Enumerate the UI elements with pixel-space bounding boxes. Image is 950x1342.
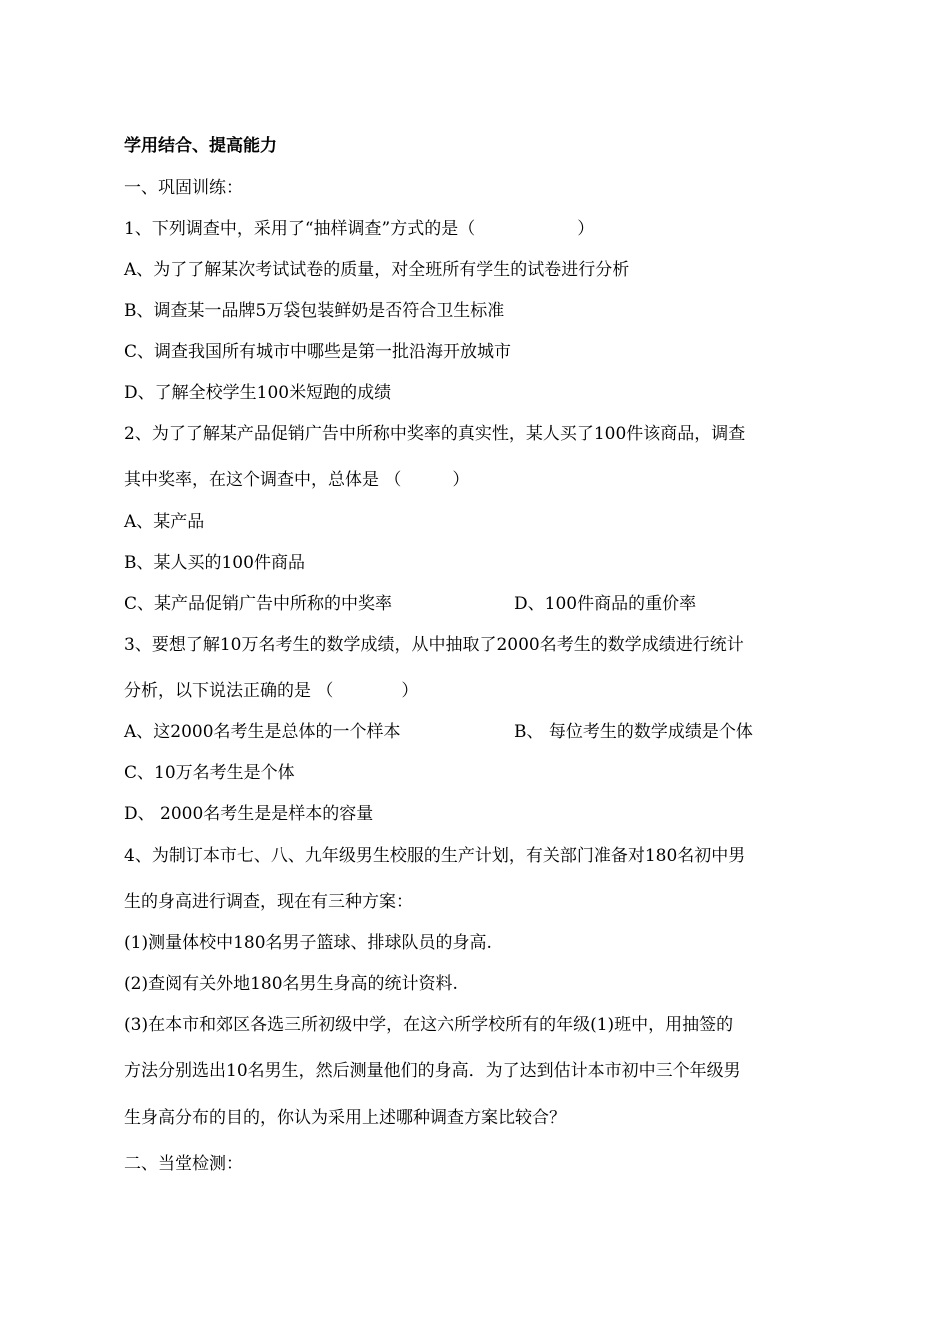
question-4-plan-3-line-1: (3)在本市和郊区各选三所初级中学，在这六所学校所有的年级(1)班中，用抽签的 (124, 1015, 734, 1035)
question-2-option-a: A、某产品 (124, 512, 205, 532)
question-2-option-d: D、100件商品的重价率 (514, 594, 697, 614)
question-1-option-d: D、了解全校学生100米短跑的成绩 (124, 383, 392, 403)
question-2-option-c: C、某产品促销广告中所称的中奖率 (124, 594, 393, 614)
question-3-option-d: D、 2000名考生是是样本的容量 (124, 804, 374, 824)
question-1-option-a: A、为了了解某次考试试卷的质量，对全班所有学生的试卷进行分析 (124, 260, 630, 280)
question-3-stem-line-1: 3、要想了解10万名考生的数学成绩，从中抽取了2000名考生的数学成绩进行统计 (124, 635, 744, 655)
section-2-title: 二、当堂检测： (124, 1154, 243, 1174)
question-4-plan-3-line-2: 方法分别选出10名男生，然后测量他们的身高．为了达到估计本市初中三个年级男 (124, 1061, 741, 1081)
question-3-stem-line-2: 分析，以下说法正确的是 （ ） (124, 681, 419, 701)
section-1-title: 一、巩固训练： (124, 178, 243, 198)
question-4-plan-1: (1)测量体校中180名男子篮球、排球队员的身高. (124, 933, 492, 953)
question-2-stem-line-1: 2、为了了解某产品促销广告中所称中奖率的真实性，某人买了100件该商品，调查 (124, 424, 746, 444)
question-3-option-a: A、这2000名考生是总体的一个样本 (124, 722, 401, 742)
question-2-option-b: B、某人买的100件商品 (124, 553, 305, 573)
question-4-stem-line-2: 生的身高进行调查，现在有三种方案： (124, 892, 413, 912)
question-2-stem-line-2: 其中奖率，在这个调查中，总体是 （ ） (124, 470, 470, 490)
page-heading: 学用结合、提高能力 (124, 136, 277, 156)
question-4-plan-3-line-3: 生身高分布的目的，你认为采用上述哪种调查方案比较合？ (124, 1108, 566, 1128)
question-1-option-b: B、调查某一品牌5万袋包装鲜奶是否符合卫生标准 (124, 301, 505, 321)
question-1-stem: 1、下列调查中，采用了“抽样调查”方式的是（ ） (124, 219, 595, 239)
question-1-option-c: C、调查我国所有城市中哪些是第一批沿海开放城市 (124, 342, 512, 362)
question-3-option-c: C、10万名考生是个体 (124, 763, 295, 783)
question-3-option-b: B、 每位考生的数学成绩是个体 (514, 722, 753, 742)
question-4-stem-line-1: 4、为制订本市七、八、九年级男生校服的生产计划，有关部门准备对180名初中男 (124, 846, 746, 866)
question-4-plan-2: (2)查阅有关外地180名男生身高的统计资料. (124, 974, 458, 994)
